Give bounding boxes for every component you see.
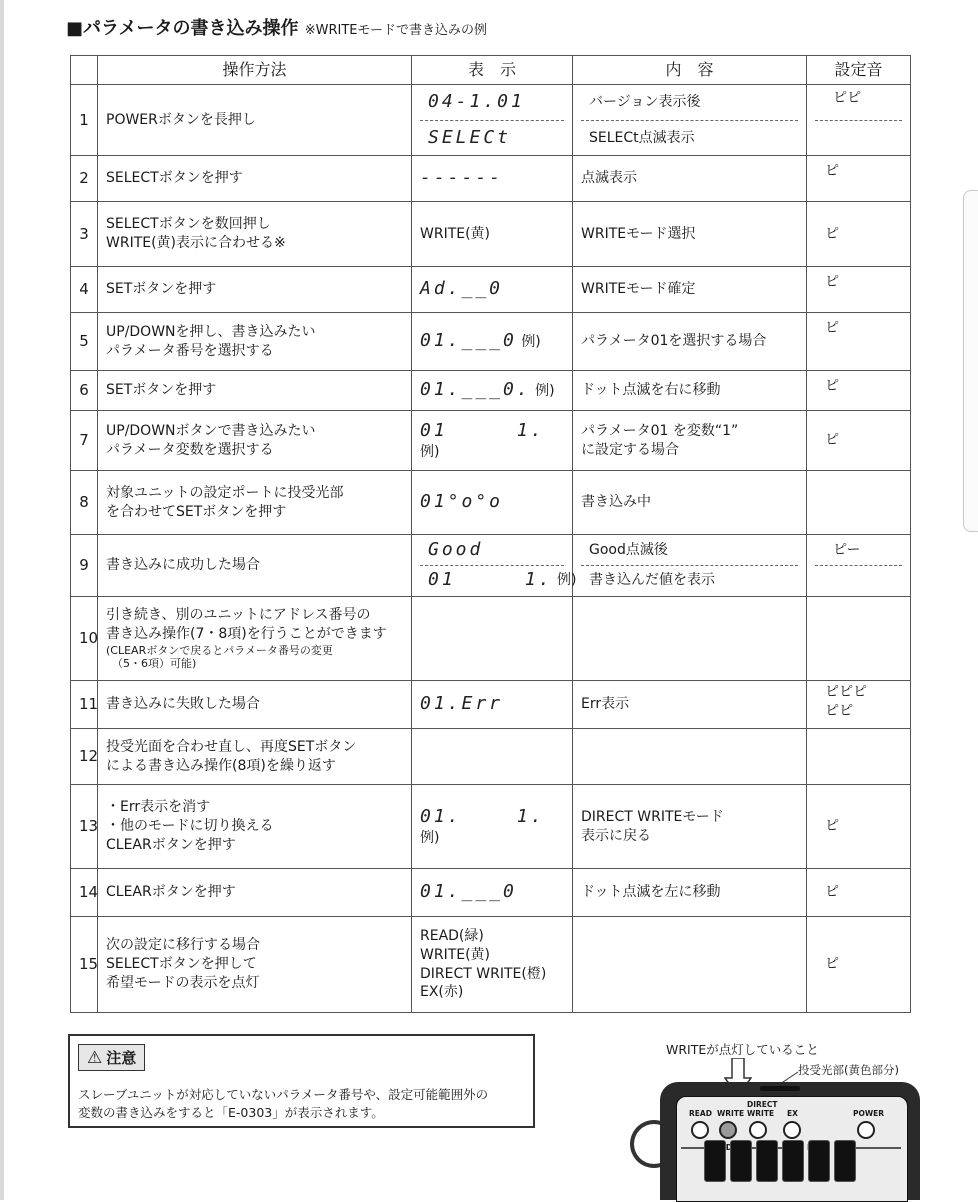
row-operation [98, 917, 412, 1013]
sound-line: ピピ [825, 702, 853, 719]
row-num: 6 [71, 371, 98, 411]
seven-seg-digit [834, 1140, 856, 1182]
row-operation [98, 597, 412, 681]
display-readout: 01 1. [428, 569, 553, 591]
table-row [71, 85, 911, 156]
row-sound: ピ [807, 785, 911, 869]
row-display [412, 156, 573, 202]
table-row [71, 785, 911, 869]
table-row [71, 313, 911, 371]
content-text: Good点滅後 [589, 541, 668, 558]
header-content: 内 容 [573, 56, 807, 85]
row-operation [98, 411, 412, 471]
content-line: パラメータ01 を変数“1” [581, 422, 739, 439]
table-row [71, 681, 911, 729]
op-line: 引き続き、別のユニットにアドレス番号の [106, 606, 371, 623]
op-line: 対象ユニットの設定ポートに投受光部 [106, 484, 344, 501]
row-display [412, 313, 573, 371]
row-content: パラメータ01を選択する場合 [573, 313, 807, 371]
op-line: ・Err表示を消す [106, 799, 211, 816]
seven-seg-digit [704, 1140, 726, 1182]
row-num: 11 [71, 681, 98, 729]
warning-icon: ⚠ [87, 1047, 103, 1068]
row-num: 10 [71, 597, 98, 681]
row-num: 2 [71, 156, 98, 202]
display-readout: 01.Err [420, 693, 504, 715]
seven-seg-digit [808, 1140, 830, 1182]
op-line: 投受光面を合わせ直し、再度SETボタン [106, 738, 357, 755]
row-display [412, 869, 573, 917]
receiver-label: 投受光部(黄色部分) [798, 1063, 899, 1077]
ex-label: EX [787, 1109, 798, 1118]
direct-write-button[interactable] [749, 1121, 767, 1139]
header-num [71, 56, 98, 85]
row-num: 13 [71, 785, 98, 869]
row-content: Err表示 [573, 681, 807, 729]
row-display: WRITE(黄) [412, 202, 573, 267]
scroll-handle[interactable] [963, 190, 978, 532]
row-content: WRITEモード確定 [573, 267, 807, 313]
row-num: 12 [71, 729, 98, 785]
mode-line: DIRECT WRITE(橙) [420, 965, 547, 982]
row-operation [98, 471, 412, 535]
row-operation: SELECTボタンを押す [98, 156, 412, 202]
power-label: POWER [853, 1109, 885, 1118]
row-content: WRITEモード選択 [573, 202, 807, 267]
example-mark: 例) [535, 383, 555, 400]
seven-seg-digit [782, 1140, 804, 1182]
table-row [71, 471, 911, 535]
op-line: 次の設定に移行する場合 [106, 937, 260, 954]
example-mark: 例) [521, 334, 541, 351]
content-line: 表示に戻る [581, 827, 651, 844]
row-num: 9 [71, 535, 98, 597]
caution-box [68, 1034, 535, 1128]
op-line: CLEARボタンを押す [106, 836, 236, 853]
row-display [412, 729, 573, 785]
sound-text: ピピ [833, 90, 861, 106]
row-content: 点滅表示 [573, 156, 807, 202]
row-content [573, 411, 807, 471]
op-line: SELECTボタンを押して [106, 956, 257, 973]
table-row [71, 535, 911, 597]
ex-button[interactable] [783, 1121, 801, 1139]
display-readout: 01°o°o [420, 491, 504, 513]
row-sound [807, 681, 911, 729]
header-operation: 操作方法 [98, 56, 412, 85]
table-row [71, 371, 911, 411]
row-sound: ピ [807, 917, 911, 1013]
caution-title-text: 注意 [106, 1049, 137, 1067]
direct-label: DIRECT [747, 1100, 778, 1109]
write-button[interactable] [719, 1121, 737, 1139]
op-note: (CLEARボタンで戻るとパラメータ番号の変更 [106, 643, 333, 657]
row-display [412, 411, 573, 471]
row-content: ドット点滅を右に移動 [573, 371, 807, 411]
write-label: WRITE [717, 1109, 745, 1118]
row-sound [807, 535, 911, 597]
read-button[interactable] [691, 1121, 709, 1139]
table-row [71, 597, 911, 681]
row-operation [98, 202, 412, 267]
row-num: 1 [71, 85, 98, 156]
content-text: バージョン表示後 [589, 94, 701, 111]
table-row [71, 267, 911, 313]
row-display [412, 535, 577, 597]
row-operation [98, 729, 412, 785]
row-content [573, 535, 807, 597]
row-sound: ピ [807, 156, 911, 202]
table-row [71, 202, 911, 267]
table-row [71, 869, 911, 917]
caution-title [78, 1044, 145, 1071]
op-line: を合わせてSETボタンを押す [106, 503, 287, 520]
display-readout: 01. 1. [420, 805, 545, 827]
row-display [412, 371, 573, 411]
example-mark: 例) [420, 444, 440, 461]
title-text: ■パラメータの書き込み操作 [66, 18, 299, 39]
direct-write-label: WRITE [747, 1109, 775, 1118]
row-display [412, 917, 573, 1013]
op-line: WRITE(黄)表示に合わせる※ [106, 235, 286, 251]
display-readout: SELECt [428, 126, 512, 148]
display-readout: Good [428, 538, 484, 560]
row-operation: SETボタンを押す [98, 267, 412, 313]
op-line: ・他のモードに切り換える [106, 818, 274, 835]
row-display [412, 471, 573, 535]
sound-text: ピー [833, 541, 861, 558]
op-line: 希望モードの表示を点灯 [106, 974, 260, 991]
row-num: 15 [71, 917, 98, 1013]
row-num: 14 [71, 869, 98, 917]
op-line: 書き込み操作(7・8項)を行うことができます [106, 625, 387, 642]
row-operation: 書き込みに成功した場合 [98, 535, 412, 597]
row-sound [807, 471, 911, 535]
row-operation [98, 313, 412, 371]
content-text: SELECt点滅表示 [589, 129, 695, 146]
row-content [573, 85, 807, 156]
power-button[interactable] [857, 1121, 875, 1139]
row-sound: ピ [807, 202, 911, 267]
row-num: 5 [71, 313, 98, 371]
row-display [412, 681, 573, 729]
row-sound: ピ [807, 411, 911, 471]
seven-seg-digit [730, 1140, 752, 1182]
caution-line: スレーブユニットが対応していないパラメータ番号や、設定可能範囲外の [78, 1087, 489, 1102]
row-display [412, 597, 573, 681]
title-note: ※WRITEモードで書き込みの例 [304, 23, 487, 38]
lit-label: WRITEが点灯していること [666, 1042, 819, 1057]
mode-line: WRITE(黄) [420, 946, 491, 963]
read-label: READ [689, 1109, 712, 1118]
caution-line: 変数の書き込みをすると「E-0303」が表示されます。 [78, 1105, 384, 1121]
row-content [573, 597, 807, 681]
page-edge [0, 0, 4, 1200]
mode-line: EX(赤) [420, 984, 464, 1001]
row-display [412, 785, 573, 869]
page-title [66, 14, 487, 40]
content-line: に設定する場合 [581, 441, 679, 458]
row-display [412, 267, 573, 313]
example-mark: 例) [420, 830, 440, 847]
content-text: 書き込んだ値を表示 [589, 572, 715, 589]
op-note: （5・6項）可能) [112, 657, 197, 671]
table-header-row [71, 56, 911, 85]
row-sound [807, 597, 911, 681]
op-line: パラメータ番号を選択する [106, 342, 274, 359]
mode-line: READ(緑) [420, 927, 484, 944]
display-readout: ------ [420, 167, 504, 189]
row-operation [98, 785, 412, 869]
header-sound: 設定音 [807, 56, 911, 85]
row-sound: ピ [807, 371, 911, 411]
row-sound: ピ [807, 869, 911, 917]
row-num: 3 [71, 202, 98, 267]
table-row [71, 411, 911, 471]
row-display [412, 85, 573, 156]
row-content [573, 729, 807, 785]
op-line: UP/DOWNを押し、書き込みたい [106, 323, 316, 340]
op-line: UP/DOWNボタンで書き込みたい [106, 422, 316, 439]
row-content [573, 785, 807, 869]
receiver-window [760, 1086, 800, 1091]
header-display: 表 示 [412, 56, 573, 85]
display-readout: 01 1. [420, 419, 545, 441]
op-line: パラメータ変数を選択する [106, 441, 274, 458]
row-operation: 書き込みに失敗した場合 [98, 681, 412, 729]
row-sound: ピ [807, 267, 911, 313]
row-content: ドット点滅を左に移動 [573, 869, 807, 917]
row-operation: POWERボタンを長押し [98, 85, 412, 156]
display-readout: 01.___0. [420, 379, 531, 401]
row-operation: CLEARボタンを押す [98, 869, 412, 917]
display-readout: Ad.__0 [420, 278, 504, 300]
row-num: 7 [71, 411, 98, 471]
row-sound: ピ [807, 313, 911, 371]
op-line: による書き込み操作(8項)を繰り返す [106, 757, 336, 774]
table-row [71, 156, 911, 202]
display-readout: 04-1.01 [428, 91, 525, 113]
sound-line: ピピピ [825, 684, 867, 700]
row-num: 8 [71, 471, 98, 535]
row-num: 4 [71, 267, 98, 313]
row-operation: SETボタンを押す [98, 371, 412, 411]
table-row [71, 729, 911, 785]
row-content [573, 917, 807, 1013]
row-sound [807, 729, 911, 785]
content-line: DIRECT WRITEモード [581, 808, 724, 825]
row-content: 書き込み中 [573, 471, 807, 535]
operation-table [70, 55, 911, 1013]
op-line: SELECTボタンを数回押し [106, 216, 271, 233]
table-row [71, 917, 911, 1013]
display-readout: 01.___0 [420, 881, 517, 903]
example-mark: 例) [557, 572, 577, 589]
caution-text [78, 1086, 488, 1122]
seven-seg-digit [756, 1140, 778, 1182]
display-readout: 01.___0 [420, 330, 517, 352]
device-illustration [620, 1040, 920, 1200]
row-sound [807, 85, 911, 156]
